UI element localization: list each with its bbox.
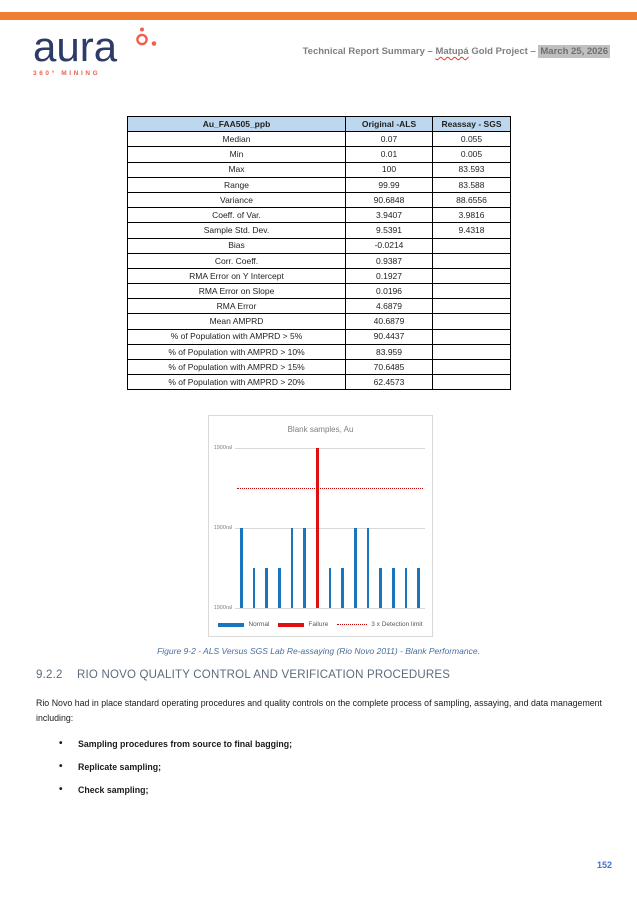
bar-normal — [329, 568, 332, 608]
table-cell: 9.4318 — [433, 223, 511, 238]
table-cell: 3.9816 — [433, 208, 511, 223]
table-column-header: Reassay - SGS — [433, 117, 511, 132]
bar-normal — [278, 568, 281, 608]
legend-item — [337, 621, 422, 628]
table-cell: Median — [128, 132, 346, 147]
table-cell: 99.99 — [346, 177, 433, 192]
table-cell — [433, 314, 511, 329]
bar-normal — [291, 528, 294, 608]
table-cell: 0.07 — [346, 132, 433, 147]
table-cell — [433, 329, 511, 344]
legend-label: Failure — [308, 621, 329, 628]
logo-ring-icon — [116, 26, 158, 56]
table-row — [128, 132, 511, 147]
table-cell — [433, 284, 511, 299]
table-cell: 88.6556 — [433, 192, 511, 207]
bar-normal — [392, 568, 395, 608]
bullet-item: • Replicate sampling; — [59, 762, 292, 772]
table-cell — [433, 344, 511, 359]
table-row — [128, 223, 511, 238]
bullet-list — [59, 739, 292, 808]
legend-bar-swatch — [218, 623, 244, 627]
table-cell: 90.4437 — [346, 329, 433, 344]
table-cell: Variance — [128, 192, 346, 207]
table-row — [128, 284, 511, 299]
header-title-date: March 25, 2026 — [540, 46, 608, 57]
bar-normal — [253, 568, 256, 608]
bar-normal — [354, 528, 357, 608]
stats-table-header — [128, 117, 511, 132]
aura-logo — [33, 23, 153, 77]
table-cell: RMA Error — [128, 299, 346, 314]
blank-samples-chart — [208, 415, 433, 637]
table-cell — [433, 360, 511, 375]
legend-item — [278, 621, 328, 628]
table-row — [128, 162, 511, 177]
bar-normal — [379, 568, 382, 608]
document-header-title — [303, 46, 610, 57]
table-cell: Coeff. of Var. — [128, 208, 346, 223]
table-row — [128, 360, 511, 375]
table-cell: Sample Std. Dev. — [128, 223, 346, 238]
table-cell: 40.6879 — [346, 314, 433, 329]
gridline-bottom — [235, 608, 425, 609]
table-cell — [433, 268, 511, 283]
table-row — [128, 314, 511, 329]
logo-wordmark: aura — [33, 23, 118, 70]
bullet-item: • Check sampling; — [59, 785, 292, 795]
legend-label: 3 x Detection limit — [371, 621, 423, 628]
table-cell: 100 — [346, 162, 433, 177]
table-cell: 0.055 — [433, 132, 511, 147]
table-column-header: Original -ALS — [346, 117, 433, 132]
table-row — [128, 238, 511, 253]
legend-bar-swatch — [278, 623, 304, 627]
table-cell: 9.5391 — [346, 223, 433, 238]
stats-table-body — [128, 132, 511, 390]
table-row — [128, 344, 511, 359]
table-row — [128, 268, 511, 283]
section-number: 9.2.2 — [36, 669, 63, 681]
table-cell: % of Population with AMPRD > 5% — [128, 329, 346, 344]
table-row — [128, 192, 511, 207]
chart-legend — [209, 621, 432, 628]
table-cell — [433, 299, 511, 314]
table-cell — [433, 253, 511, 268]
header-title-project: Matupá — [435, 46, 469, 57]
chart-plot — [213, 445, 425, 611]
page-number: 152 — [596, 860, 612, 870]
bar-normal — [303, 528, 306, 608]
table-cell — [433, 375, 511, 390]
table-cell: 83.593 — [433, 162, 511, 177]
table-cell: RMA Error on Y Intercept — [128, 268, 346, 283]
table-cell: Bias — [128, 238, 346, 253]
table-cell: % of Population with AMPRD > 20% — [128, 375, 346, 390]
bar-normal — [405, 568, 408, 608]
ytick-top: 1900ral — [213, 445, 232, 451]
logo-tagline: 360° MINING — [33, 70, 101, 77]
ytick-middle: 1900ral — [213, 525, 232, 531]
body-paragraph: Rio Novo had in place standard operating procedures and quality controls on the complete process of sampling, assaying, and data management including: — [36, 698, 602, 724]
legend-item — [218, 621, 269, 628]
table-row — [128, 208, 511, 223]
header-title-middle: Gold Project – — [468, 46, 539, 57]
bullet-item: • Sampling procedures from source to final bagging; — [59, 739, 292, 749]
bar-normal — [341, 568, 344, 608]
table-cell: 83.959 — [346, 344, 433, 359]
table-cell: Min — [128, 147, 346, 162]
table-cell: % of Population with AMPRD > 10% — [128, 344, 346, 359]
table-cell: 3.9407 — [346, 208, 433, 223]
table-cell: 70.6485 — [346, 360, 433, 375]
bar-normal — [265, 568, 268, 608]
table-cell: 90.6848 — [346, 192, 433, 207]
table-row — [128, 375, 511, 390]
table-cell: 0.005 — [433, 147, 511, 162]
section-heading — [36, 669, 450, 681]
header-title-prefix: Technical Report Summary – — [302, 46, 436, 57]
table-cell: 62.4573 — [346, 375, 433, 390]
table-cell: 4.6879 — [346, 299, 433, 314]
legend-dotted-swatch — [337, 624, 367, 625]
table-row — [128, 329, 511, 344]
ytick-bottom: 1900ral — [213, 605, 232, 611]
table-cell: 83.588 — [433, 177, 511, 192]
stats-table — [127, 116, 511, 390]
table-cell: 0.01 — [346, 147, 433, 162]
bar-normal — [367, 528, 370, 608]
chart-title: Blank samples, Au — [287, 425, 354, 434]
table-row — [128, 177, 511, 192]
table-cell: Mean AMPRD — [128, 314, 346, 329]
section-title: RIO NOVO QUALITY CONTROL AND VERIFICATION PROCEDURES — [77, 669, 451, 681]
table-cell: RMA Error on Slope — [128, 284, 346, 299]
table-row — [128, 147, 511, 162]
bar-normal — [417, 568, 420, 608]
table-cell: 0.9387 — [346, 253, 433, 268]
table-cell: 0.0196 — [346, 284, 433, 299]
table-cell: -0.0214 — [346, 238, 433, 253]
figure-caption: Figure 9-2 - ALS Versus SGS Lab Re-assaying (Rio Novo 2011) - Blank Performance. — [157, 646, 480, 656]
legend-label: Normal — [248, 621, 270, 628]
table-cell: Max — [128, 162, 346, 177]
table-cell: Corr. Coeff. — [128, 253, 346, 268]
table-column-header: Au_FAA505_ppb — [128, 117, 346, 132]
table-cell: Range — [128, 177, 346, 192]
table-cell — [433, 238, 511, 253]
table-row — [128, 253, 511, 268]
bar-failure — [316, 448, 319, 608]
table-cell: 0.1927 — [346, 268, 433, 283]
table-row — [128, 299, 511, 314]
top-accent-bar — [0, 12, 637, 20]
bar-normal — [240, 528, 243, 608]
chart-bars — [235, 448, 425, 608]
table-cell: % of Population with AMPRD > 15% — [128, 360, 346, 375]
